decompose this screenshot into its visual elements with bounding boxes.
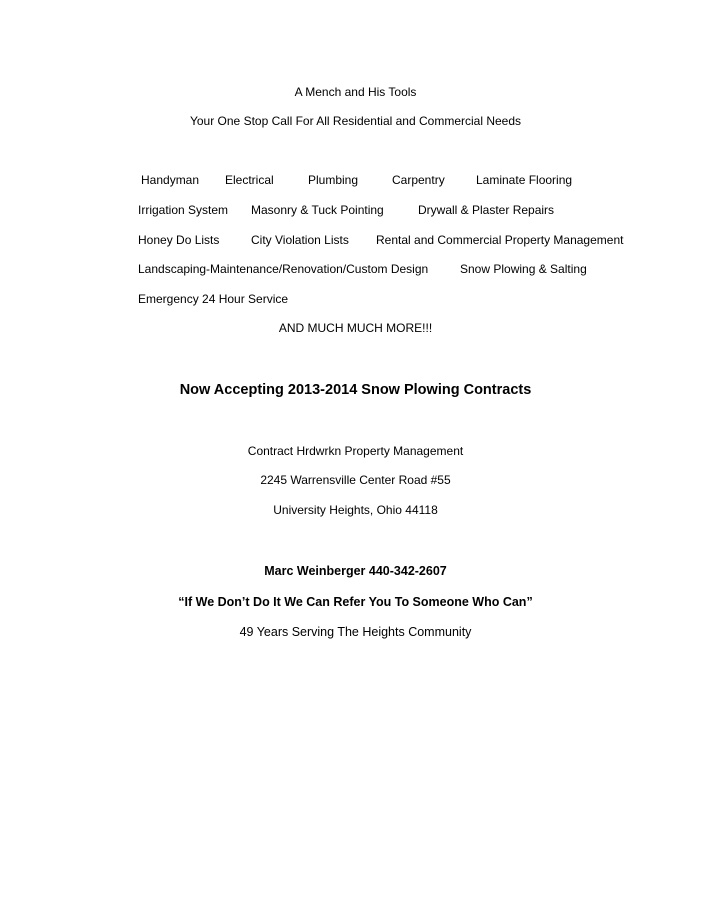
- tagline: Your One Stop Call For All Residential and Commercial Needs: [189, 114, 522, 128]
- service-handyman: Handyman: [141, 173, 200, 187]
- slogan-quote: “If We Don’t Do It We Can Refer You To Someone Who Can”: [178, 595, 533, 609]
- service-plumbing: Plumbing: [308, 173, 359, 187]
- service-landscaping: Landscaping-Maintenance/Renovation/Custom Design: [138, 262, 429, 276]
- service-city-violation-lists: City Violation Lists: [251, 233, 349, 247]
- business-name: A Mench and His Tools: [294, 85, 417, 99]
- service-electrical: Electrical: [225, 173, 274, 187]
- much-more-text: AND MUCH MUCH MORE!!!: [278, 321, 433, 335]
- contact-city: University Heights, Ohio 44118: [273, 503, 438, 517]
- service-carpentry: Carpentry: [392, 173, 445, 187]
- announcement-heading: Now Accepting 2013-2014 Snow Plowing Contracts: [179, 382, 532, 398]
- service-property-management: Rental and Commercial Property Management: [376, 233, 624, 247]
- service-emergency: Emergency 24 Hour Service: [138, 292, 289, 306]
- footer-text: 49 Years Serving The Heights Community: [239, 625, 472, 639]
- service-laminate-flooring: Laminate Flooring: [476, 173, 573, 187]
- service-drywall: Drywall & Plaster Repairs: [418, 203, 555, 217]
- service-honey-do-lists: Honey Do Lists: [138, 233, 220, 247]
- contact-company: Contract Hrdwrkn Property Management: [247, 444, 464, 458]
- service-snow-plowing: Snow Plowing & Salting: [460, 262, 587, 276]
- contact-person-phone: Marc Weinberger 440-342-2607: [264, 564, 447, 578]
- contact-street: 2245 Warrensville Center Road #55: [260, 473, 451, 487]
- service-masonry: Masonry & Tuck Pointing: [251, 203, 384, 217]
- service-irrigation-system: Irrigation System: [138, 203, 229, 217]
